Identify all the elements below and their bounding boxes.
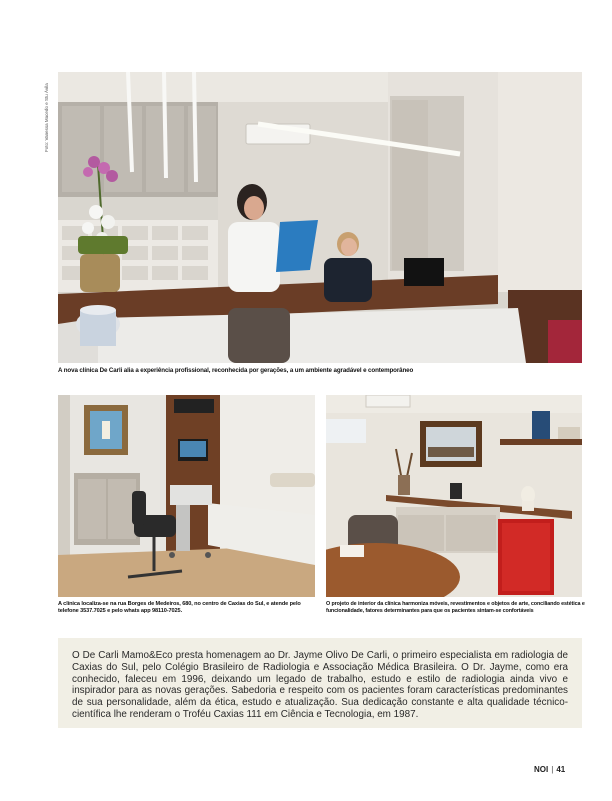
main-photo-caption: A nova clínica De Carli alia a experiência profissional, reconhecida por gerações, a um ambiente agradável e contemporâneo: [58, 367, 414, 374]
page-folio: [534, 765, 565, 774]
exam-room-photo: [58, 395, 315, 597]
exam-room-caption: A clínica localiza-se na rua Borges de Medeiros, 680, no centro de Caxias do Sul, e atende pelo telefone 3537.7025 e pelo whats app 98110-7025.: [58, 601, 301, 614]
magazine-name: NOI: [534, 765, 549, 774]
office-caption: O projeto de interior da clínica harmoniza móveis, revestimentos e objetos de arte, conciliando estética e funcionalidade, fatores determinantes para que os pacientes sintam-se confortáveis: [326, 601, 585, 614]
body-text-box: [58, 638, 582, 728]
folio-separator: |: [551, 765, 554, 774]
body-paragraph: O De Carli Mamo&Eco presta homenagem ao Dr. Jayme Olivo De Carli, o primeiro especialista em radiologia de Caxias do Sul, pelo Colégio Brasileiro de Radiologia e Associação Médica Brasileira. O Dr. Jayme, como era conhecido, faleceu em 1996, deixando um legado de trabalho, estudo e estilo de radiologia ainda vivo e inspirador para as novas gerações. Sabedoria e respeito com os pacientes foram características predominantes de sua personalidade, além da ética, estudo e atualização. Sua dedicação constante e alta qualidade técnico-científica lhe renderam o Troféu Caxias 111 em Ciência e Tecnologia, em 1987.: [72, 650, 568, 720]
reception-photo: [58, 72, 582, 363]
page-number: 41: [556, 765, 566, 774]
photo-credit: Foto: Vanessa Macedo e Stu Ávila: [44, 83, 49, 152]
office-photo: [326, 395, 582, 597]
